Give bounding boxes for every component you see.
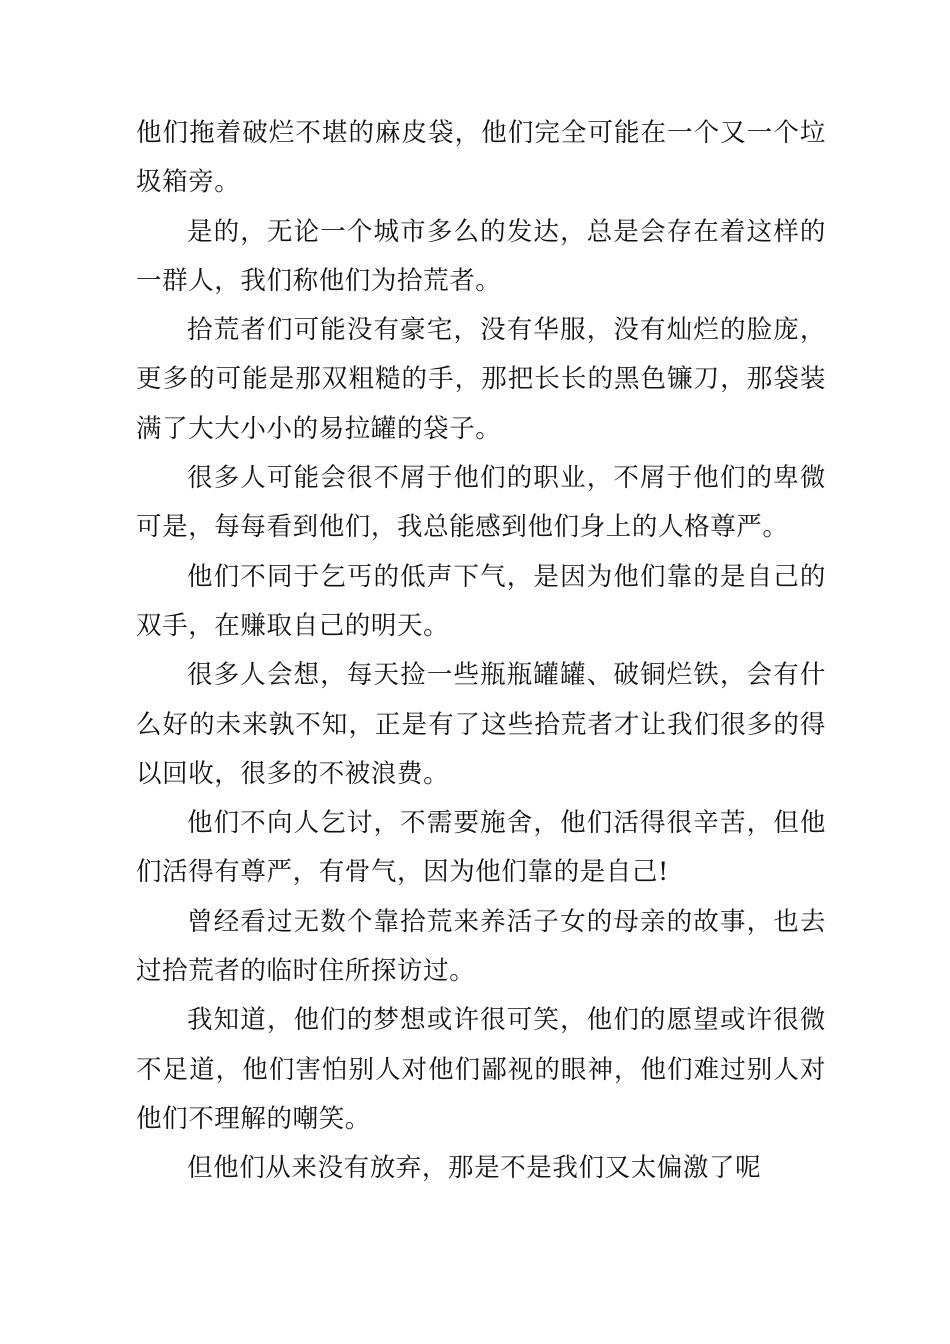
- paragraph: 他们不同于乞丐的低声下气，是因为他们靠的是自己的双手，在赚取自己的明天。: [136, 561, 826, 641]
- paragraph: 很多人会想，每天捡一些瓶瓶罐罐、破铜烂铁，会有什么好的未来孰不知，正是有了这些拾荒者才让我们很多的得以回收，很多的不被浪费。: [136, 660, 826, 789]
- paragraph: 曾经看过无数个靠拾荒来养活子女的母亲的故事，也去过拾荒者的临时住所探访过。: [136, 906, 826, 987]
- document-page: [136, 109, 826, 1194]
- paragraph: 是的，无论一个城市多么的发达，总是会存在着这样的一群人，我们称他们为拾荒者。: [136, 216, 826, 296]
- paragraph: 他们不向人乞讨，不需要施舍，他们活得很辛苦，但他们活得有尊严，有骨气，因为他们靠的是自己!: [136, 808, 826, 888]
- paragraph: 拾荒者们可能没有豪宅，没有华服，没有灿烂的脸庞，更多的可能是那双粗糙的手，那把长长的黑色镰刀，那袋装满了大大小小的易拉罐的袋子。: [136, 315, 826, 444]
- paragraph: 我知道，他们的梦想或许很可笑，他们的愿望或许很微不足道，他们害怕别人对他们鄙视的眼神，他们难过别人对他们不理解的嘲笑。: [136, 1005, 826, 1134]
- paragraph: 他们拖着破烂不堪的麻皮袋，他们完全可能在一个又一个垃圾箱旁。: [136, 118, 826, 198]
- paragraph: 但他们从来没有放弃，那是不是我们又太偏激了呢: [187, 1153, 762, 1184]
- paragraph: 很多人可能会很不屑于他们的职业，不屑于他们的卑微可是，每每看到他们，我总能感到他们身上的人格尊严。: [136, 463, 826, 543]
